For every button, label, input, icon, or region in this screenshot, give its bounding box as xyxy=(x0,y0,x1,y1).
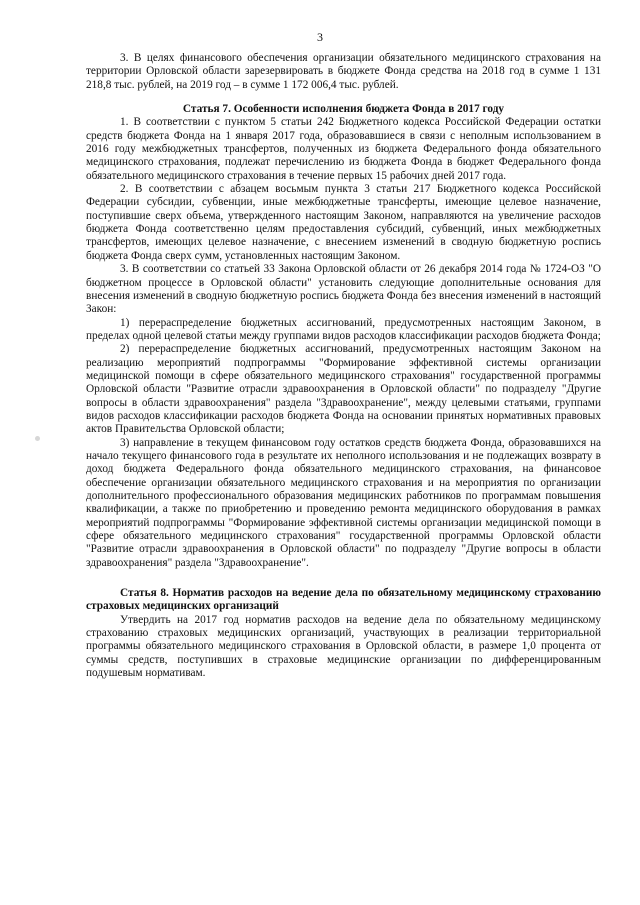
document-body xyxy=(86,52,601,680)
article-8-paragraph: Утвердить на 2017 год норматив расходов на ведение дела по обязательному медицинскому страхованию страховых медицинских организаций, участвующих в реализации территориальной программы обязательного медицинского страхования в Орловской области, в размере 1,0 процента от суммы средств, поступивших в страховые медицинские организации по дифференцированным подушевым нормативам. xyxy=(86,613,601,680)
article-7-heading: Статья 7. Особенности исполнения бюджета Фонда в 2017 году xyxy=(182,103,505,116)
spacer xyxy=(86,92,601,103)
section-6-paragraph-3: 3. В целях финансового обеспечения организации обязательного медицинского страхования на территории Орловской области зарезервировать в бюджете Фонда средства на 2018 год в сумме 1 131 218,8 тыс. рублей, на 2019 год – в сумме 1 172 006,4 тыс. рублей. xyxy=(86,52,601,91)
spacer xyxy=(86,570,601,587)
article-8-heading: Статья 8. Норматив расходов на ведение дела по обязательному медицинскому страхованию страховых медицинских организаций xyxy=(86,587,601,613)
article-7-paragraph-3: 3. В соответствии со статьей 33 Закона Орловской области от 26 декабря 2014 года № 1724-ОЗ "О бюджетном процессе в Орловской области" установить следующие дополнительные основания для внесения изменений в сводную бюджетную роспись бюджета Фонда без внесения изменений в настоящий Закон: xyxy=(86,263,601,316)
article-7-item-1: 1) перераспределение бюджетных ассигнований, предусмотренных настоящим Законом, в пределах одной целевой статьи между группами видов расходов классификации расходов бюджета Фонда; xyxy=(86,316,601,342)
binding-hole-mark xyxy=(35,436,40,441)
page-number: 3 xyxy=(317,30,323,44)
article-7-paragraph-2: 2. В соответствии с абзацем восьмым пункта 3 статьи 217 Бюджетного кодекса Российской Федерации субсидии, субвенции, иные межбюджетные трансферты, имеющие целевое назначение, поступившие сверх объема, утвержденного настоящим Законом, направляются на увеличение расходов бюджета Фонда соответственно целям предоставления субсидий, субвенций, иных межбюджетных трансфертов, имеющих целевое назначение, с внесением изменений в сводную бюджетную роспись бюджета Фонда сверх сумм, установленных настоящим Законом. xyxy=(86,183,601,262)
article-7-item-3: 3) направление в текущем финансовом году остатков средств бюджета Фонда, образовавшихся на начало текущего финансового года в результате их неполного использования и не подлежащих возврату в доход бюджета Федерального фонда обязательного медицинского страхования, на финансовое обеспечение организации обязательного медицинского страхования и на мероприятия по организации дополнительного профессионального образования медицинских работников по программам повышения квалификации, а также по приобретению и проведению ремонта медицинского оборудования в рамках мероприятий подпрограммы "Формирование эффективной системы организации медицинской помощи в сфере обязательного медицинского страхования" государственной программы Орловской области "Развитие отрасли здравоохранения в Орловской области" по подразделу "Другие вопросы в области здравоохранения" раздела "Здравоохранение". xyxy=(86,436,601,569)
article-7-paragraph-1: 1. В соответствии с пунктом 5 статьи 242 Бюджетного кодекса Российской Федерации остатки средств бюджета Фонда на 1 января 2017 года, образовавшиеся в связи с неполным использованием в 2016 году межбюджетных трансфертов, полученных из бюджета Федерального фонда обязательного медицинского страхования, подлежат перечислению из бюджета Фонда в бюджет Федерального фонда обязательного медицинского страхования в течение первых 15 рабочих дней 2017 года. xyxy=(86,116,601,182)
article-7-item-2: 2) перераспределение бюджетных ассигнований, предусмотренных настоящим Законом на реализацию мероприятий подпрограммы "Формирование эффективной системы организации медицинской помощи в сфере обязательного медицинского страхования" государственной программы Орловской области "Развитие отрасли здравоохранения в Орловской области" по подразделу "Другие вопросы в области здравоохранения" раздела "Здравоохранение", между целевыми статьями, группами видов расходов классификации расходов бюджета Фонда на основании принятых нормативных правовых актов Правительства Орловской области; xyxy=(86,343,601,436)
